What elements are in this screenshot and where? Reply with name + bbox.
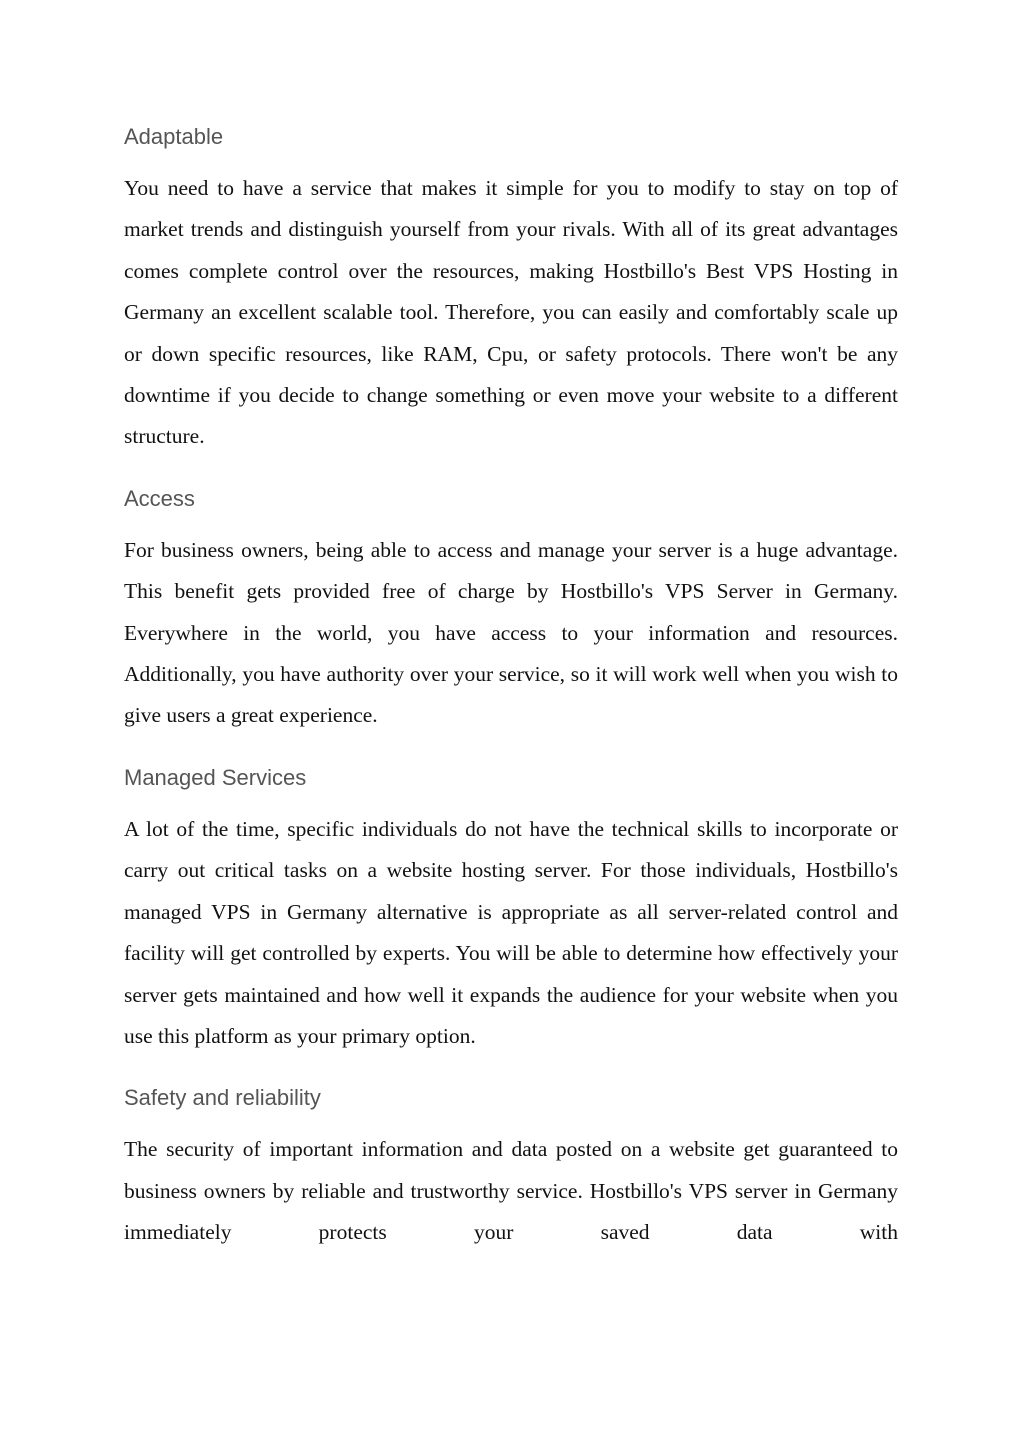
section-safety-reliability — [124, 1083, 898, 1253]
section-heading: Access — [124, 485, 195, 511]
section-body: For business owners, being able to access and manage your server is a huge advantage. This benefit gets provided free of charge by Hostbillo's VPS Server in Germany. Everywhere in the world, you have access to your information and resources. Additionally, you have authority over your service, so it will work well when you wish to give users a great experience. — [124, 537, 898, 728]
section-heading: Adaptable — [124, 124, 224, 149]
section-body: A lot of the time, specific individuals do not have the technical skills to incorporate or carry out critical tasks on a website hosting server. For those individuals, Hostbillo's managed VPS in Germany alternative is appropriate as all server-related control and facility will get controlled by experts. You will be able to determine how effectively your server gets maintained and how well it expands the audience for your website when you use this platform as your primary option. — [124, 816, 898, 1048]
section-body: You need to have a service that makes it simple for you to modify to stay on top of market trends and distinguish yourself from your rivals. With all of its great advantages comes complete control over the resources, making Hostbillo's Best VPS Hosting in Germany an excellent scalable tool. Therefore, you can easily and comfortably scale up or down specific resources, like RAM, Cpu, or safety protocols. There won't be any downtime if you decide to change something or even move your website to a different structure. — [124, 176, 898, 449]
section-managed-services — [124, 763, 898, 1057]
document-page — [124, 122, 898, 1280]
section-body: The security of important information and data posted on a website get guaranteed to business owners by reliable and trustworthy service. Hostbillo's VPS server in Germany immediately protects your saved data with — [124, 1137, 898, 1245]
section-access — [124, 484, 898, 737]
section-adaptable — [124, 122, 898, 458]
section-heading: Managed Services — [124, 764, 307, 790]
section-heading: Safety and reliability — [124, 1085, 321, 1111]
